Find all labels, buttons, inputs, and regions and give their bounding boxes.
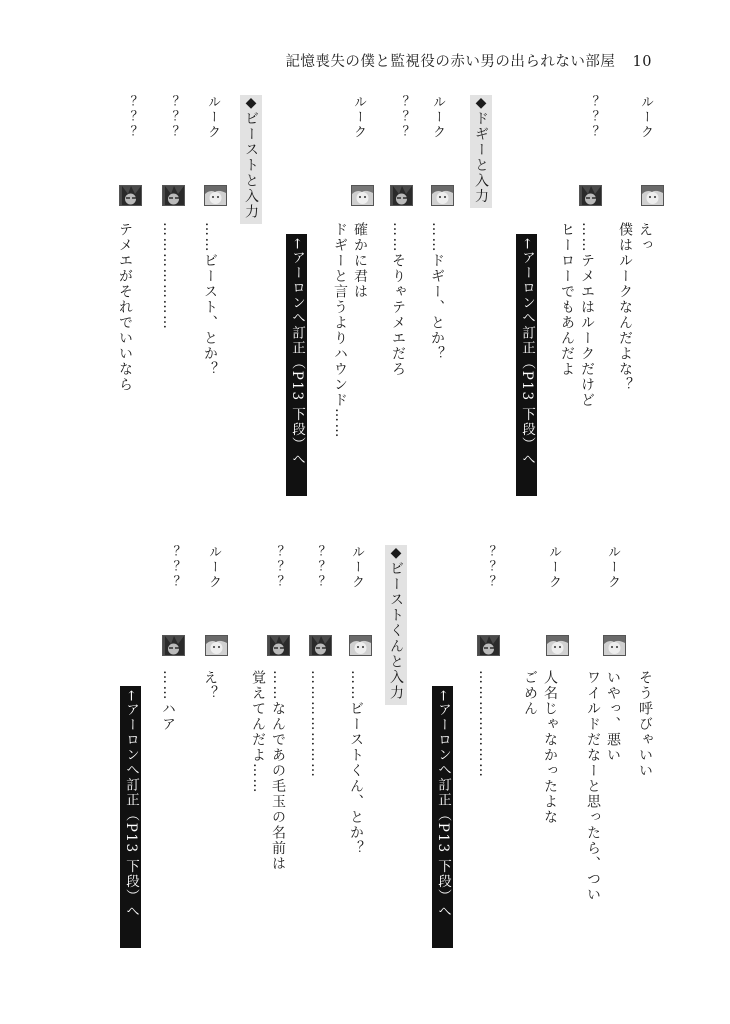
speaker-name: ？？？ xyxy=(480,545,495,590)
luke-face-icon xyxy=(349,635,372,656)
dialogue-line: いやっ、悪い xyxy=(605,670,621,763)
diamond-icon: ◆ xyxy=(243,95,259,111)
speaker-name: ルーク xyxy=(605,545,620,590)
dialogue-line: ……テメエはルークだけど xyxy=(579,222,595,408)
dialogue-line: ワイルドだなーと思ったら、つい xyxy=(585,670,601,903)
branch-link-aaron[interactable]: ←アーロンへ訂正（P13 下段）へ xyxy=(432,686,453,948)
section-heading: ◆ビーストと入力 xyxy=(240,95,262,224)
speaker-name: ？？？ xyxy=(163,95,178,140)
dialogue-line: 人名じゃなかったよな xyxy=(542,670,558,825)
dialogue-line: ………………… xyxy=(160,222,176,331)
aaron-face-icon xyxy=(579,185,602,206)
aaron-face-icon xyxy=(390,185,413,206)
speaker-name: ルーク xyxy=(546,545,561,590)
page-header xyxy=(285,50,652,71)
dialogue-line: ……ハア xyxy=(160,670,176,732)
speaker-name: ルーク xyxy=(349,545,364,590)
speaker-name: ？？？ xyxy=(164,545,179,590)
dialogue-line: ………………… xyxy=(476,670,492,779)
section-heading: ◆ビーストくんと入力 xyxy=(385,545,407,705)
diamond-icon: ◆ xyxy=(473,95,489,111)
speaker-name: ？？？ xyxy=(268,545,283,590)
dialogue-line: ヒーローでもあんだよ xyxy=(559,222,575,377)
dialogue-line: えっ xyxy=(637,222,653,253)
dialogue-line: 覚えてんだよ…… xyxy=(250,670,266,794)
branch-link-aaron[interactable]: ←アーロンへ訂正（P13 下段）へ xyxy=(286,234,307,496)
luke-face-icon xyxy=(546,635,569,656)
dialogue-line: ごめん xyxy=(522,670,538,717)
dialogue-line: ……ビーストくん、とか？ xyxy=(348,670,364,856)
dialogue-line: ドギーと言うよりハウンド…… xyxy=(332,222,348,439)
dialogue-line: ……なんであの毛玉の名前は xyxy=(270,670,286,872)
aaron-face-icon xyxy=(162,635,185,656)
aaron-face-icon xyxy=(119,185,142,206)
dialogue-line: ……そりゃテメエだろ xyxy=(390,222,406,377)
dialogue-line: 確かに君は xyxy=(352,222,368,300)
aaron-face-icon xyxy=(267,635,290,656)
speaker-name: ルーク xyxy=(430,95,445,140)
dialogue-line: え？ xyxy=(202,670,218,701)
speaker-name: ？？？ xyxy=(121,95,136,140)
speaker-name: ルーク xyxy=(206,545,221,590)
luke-face-icon xyxy=(431,185,454,206)
speaker-name: ルーク xyxy=(638,95,653,140)
book-title: 記憶喪失の僕と監視役の赤い男の出られない部屋 xyxy=(285,54,616,70)
diamond-icon: ◆ xyxy=(388,545,404,561)
dialogue-line: ………………… xyxy=(308,670,324,779)
speaker-name: ？？？ xyxy=(583,95,598,140)
speaker-name: ルーク xyxy=(205,95,220,140)
luke-face-icon xyxy=(351,185,374,206)
aaron-face-icon xyxy=(162,185,185,206)
luke-face-icon xyxy=(641,185,664,206)
page-number: 10 xyxy=(632,54,652,70)
speaker-name: ルーク xyxy=(351,95,366,140)
aaron-face-icon xyxy=(477,635,500,656)
dialogue-line: テメエがそれでいいなら xyxy=(117,222,133,393)
speaker-name: ？？？ xyxy=(393,95,408,140)
branch-link-aaron[interactable]: ←アーロンへ訂正（P13 下段）へ xyxy=(516,234,537,496)
luke-face-icon xyxy=(205,635,228,656)
dialogue-line: ……ドギー、とか？ xyxy=(429,222,445,362)
dialogue-line: そう呼びゃいい xyxy=(637,670,653,779)
dialogue-line: ……ビースト、とか？ xyxy=(202,222,218,377)
section-heading: ◆ドギーと入力 xyxy=(470,95,492,208)
aaron-face-icon xyxy=(309,635,332,656)
dialogue-line: 僕はルークなんだよな？ xyxy=(617,222,633,393)
speaker-name: ？？？ xyxy=(309,545,324,590)
branch-link-aaron[interactable]: ←アーロンへ訂正（P13 下段）へ xyxy=(120,686,141,948)
luke-face-icon xyxy=(603,635,626,656)
luke-face-icon xyxy=(204,185,227,206)
